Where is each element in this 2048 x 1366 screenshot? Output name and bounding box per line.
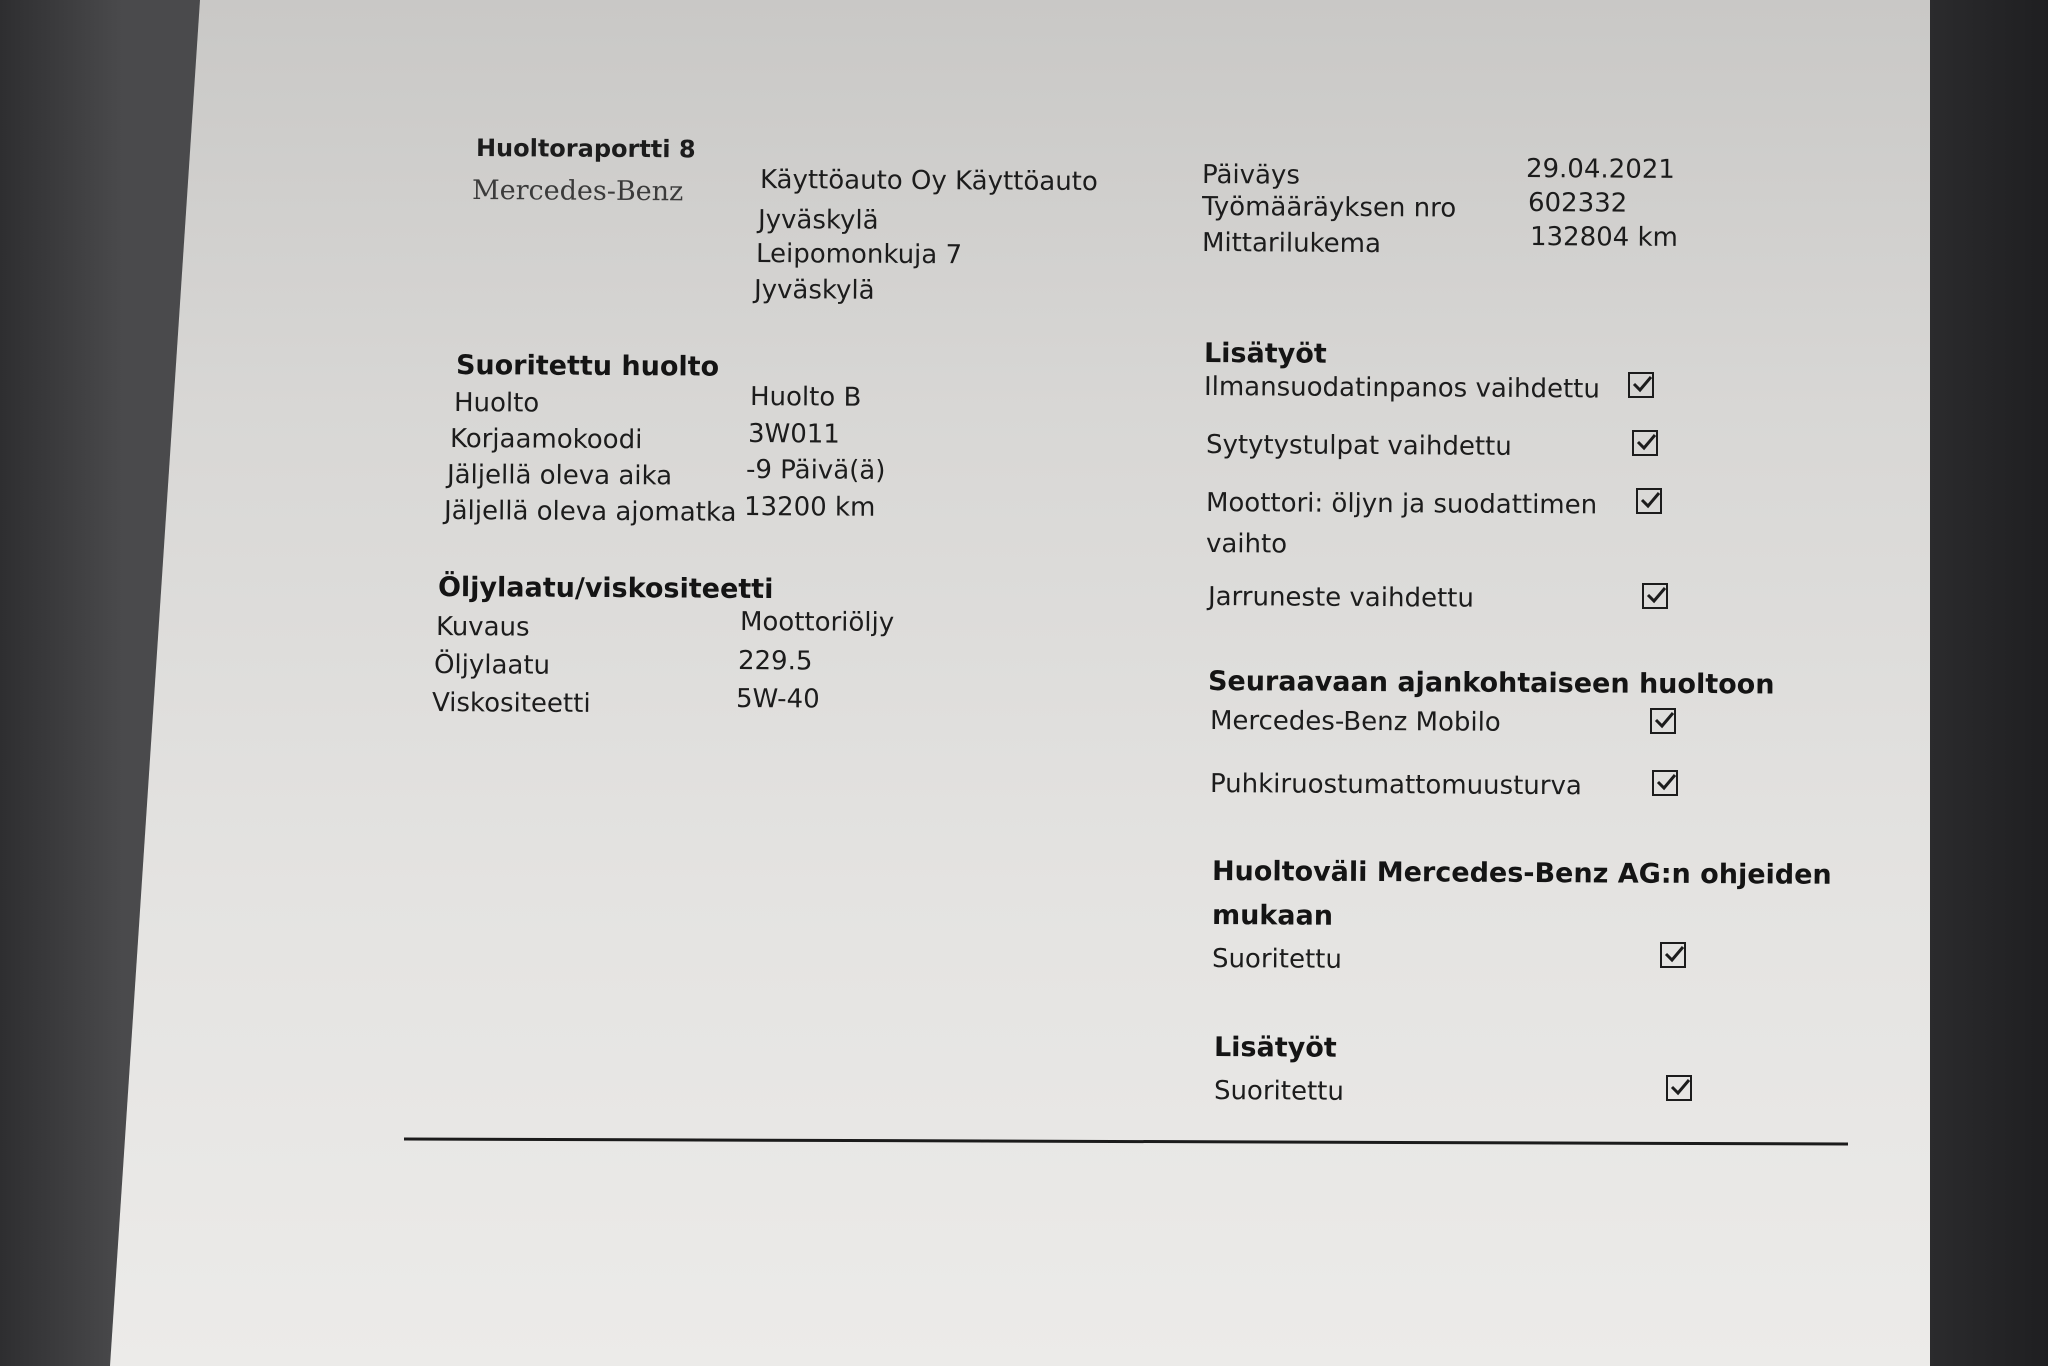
dealer-city-1: Jyväskylä: [757, 205, 879, 236]
background-edge: [1930, 0, 2048, 1366]
checkmark-icon: [1637, 487, 1663, 513]
extra-item-sparkplugs-label: Sytytystulpat vaihdettu: [1205, 430, 1512, 462]
dealer-street: Leipomonkuja 7: [755, 239, 963, 271]
oil-value-description: Moottoriöljy: [739, 607, 895, 638]
checkmark-icon: [1633, 429, 1659, 455]
meta-value-workorder: 602332: [1527, 188, 1628, 219]
service-label-code: Korjaamokoodi: [449, 424, 643, 456]
meta-label-odometer: Mittarilukema: [1201, 228, 1382, 260]
oil-value-quality: 229.5: [737, 646, 813, 677]
meta-label-workorder: Työmääräyksen nro: [1201, 192, 1457, 224]
extra-heading: Lisätyöt: [1203, 338, 1327, 370]
extra-item-brakefluid-checkbox: [1642, 583, 1668, 609]
next-item-rust-checkbox: [1652, 770, 1678, 796]
extra-item-brakefluid-label: Jarruneste vaihdettu: [1207, 582, 1474, 614]
oil-label-description: Kuvaus: [435, 612, 530, 643]
checkmark-icon: [1667, 1074, 1693, 1100]
service-label-time: Jäljellä oleva aika: [446, 460, 673, 492]
extra2-item-done-checkbox: [1666, 1075, 1692, 1101]
oil-label-viscosity: Viskositeetti: [431, 688, 591, 719]
extra-item-oilchange-label: Moottori: öljyn ja suodattimen: [1205, 488, 1598, 521]
checkmark-icon: [1651, 707, 1677, 733]
dealer-city-2: Jyväskylä: [753, 275, 875, 306]
meta-label-date: Päiväys: [1201, 160, 1301, 191]
extra2-heading: Lisätyöt: [1213, 1032, 1337, 1064]
next-item-rust-label: Puhkiruostumattomuusturva: [1209, 769, 1582, 802]
service-heading: Suoritettu huolto: [455, 350, 720, 383]
extra-item-oilchange-label-2: vaihto: [1205, 529, 1288, 560]
extra-item-airfilter-label: Ilmansuodatinpanos vaihdettu: [1203, 372, 1601, 405]
service-label-huolto: Huolto: [453, 388, 540, 419]
brand-logo-text: Mercedes-Benz: [471, 175, 684, 208]
extra-item-oilchange-checkbox: [1636, 488, 1662, 514]
interval-item-done-checkbox: [1660, 942, 1686, 968]
checkmark-icon: [1643, 582, 1669, 608]
extra-item-sparkplugs-checkbox: [1632, 430, 1658, 456]
extra-item-airfilter-checkbox: [1628, 372, 1654, 398]
service-value-time: -9 Päivä(ä): [745, 455, 886, 486]
next-item-mobilo-checkbox: [1650, 708, 1676, 734]
next-heading: Seuraavaan ajankohtaiseen huoltoon: [1207, 666, 1775, 701]
checkmark-icon: [1629, 371, 1655, 397]
report-title: Huoltoraportti 8: [475, 134, 696, 164]
next-item-mobilo-label: Mercedes-Benz Mobilo: [1209, 706, 1501, 738]
oil-label-quality: Öljylaatu: [433, 650, 551, 681]
service-value-huolto: Huolto B: [749, 382, 862, 413]
service-label-distance: Jäljellä oleva ajomatka: [443, 496, 737, 528]
dealer-name: Käyttöauto Oy Käyttöauto: [759, 165, 1098, 198]
interval-heading-line2: mukaan: [1211, 900, 1334, 932]
extra2-item-done-label: Suoritettu: [1213, 1076, 1344, 1107]
service-value-distance: 13200 km: [743, 492, 876, 523]
oil-heading: Öljylaatu/viskositeetti: [437, 572, 774, 606]
meta-value-date: 29.04.2021: [1525, 154, 1675, 185]
checkmark-icon: [1653, 769, 1679, 795]
interval-heading-line1: Huoltoväli Mercedes-Benz AG:n ohjeiden: [1211, 856, 1832, 891]
oil-value-viscosity: 5W-40: [735, 684, 820, 715]
interval-item-done-label: Suoritettu: [1211, 944, 1342, 975]
checkmark-icon: [1661, 941, 1687, 967]
service-value-code: 3W011: [747, 419, 840, 450]
meta-value-odometer: 132804 km: [1529, 222, 1678, 253]
